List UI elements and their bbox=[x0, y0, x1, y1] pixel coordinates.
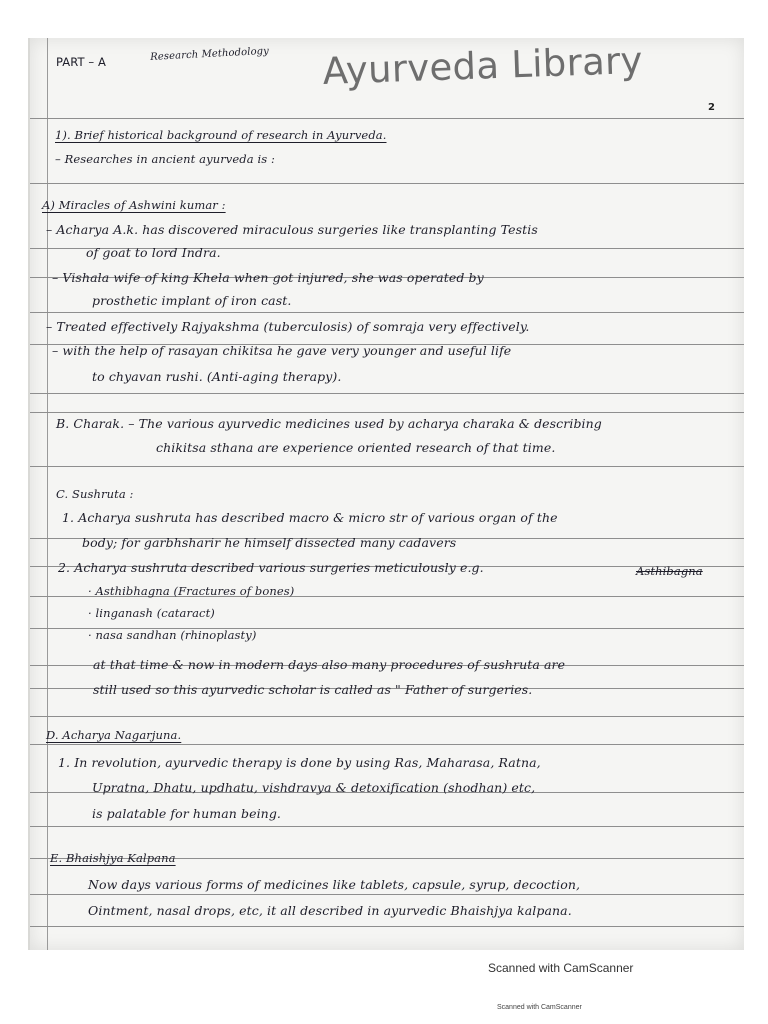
section-a-line: – with the help of rasayan chikitsa he gave very younger and useful life bbox=[52, 343, 512, 358]
ruled-line bbox=[30, 744, 744, 745]
section-b-line: chikitsa sthana are experience oriented research of that time. bbox=[156, 440, 556, 455]
ruled-line bbox=[30, 393, 744, 394]
struck-word: Asthibagna bbox=[636, 564, 703, 578]
section-a-line: to chyavan rushi. (Anti-aging therapy). bbox=[92, 369, 342, 384]
section-a-line: – Treated effectively Rajyakshma (tuberculosis) of somraja very effectively. bbox=[46, 319, 530, 334]
section-d-line: Upratna, Dhatu, updhatu, vishdravya & detoxification (shodhan) etc, bbox=[92, 780, 536, 795]
section-a-line: – Acharya A.k. has discovered miraculous surgeries like transplanting Testis bbox=[46, 222, 538, 237]
ruled-line bbox=[30, 183, 744, 184]
ruled-line bbox=[30, 926, 744, 927]
section-d-heading: D. Acharya Nagarjuna. bbox=[46, 728, 182, 742]
page-number: 2 bbox=[708, 102, 715, 113]
section-c-bullet: · nasa sandhan (rhinoplasty) bbox=[88, 628, 257, 642]
section-e-line: Now days various forms of medicines like tablets, capsule, syrup, decoction, bbox=[88, 877, 581, 892]
section-a-line: – Vishala wife of king Khela when got injured, she was operated by bbox=[52, 270, 484, 285]
watermark-ayurveda-library: Ayurveda Library bbox=[322, 38, 644, 93]
section-c-bullet: · linganash (cataract) bbox=[88, 606, 215, 620]
section-c-heading: C. Sushruta : bbox=[56, 487, 134, 501]
section-c-line: 1. Acharya sushruta has described macro & micro str of various organ of the bbox=[62, 510, 558, 525]
section-c-bullet: · Asthibhagna (Fractures of bones) bbox=[88, 584, 295, 598]
ruled-line bbox=[30, 118, 744, 119]
section-a-heading: A) Miracles of Ashwini kumar : bbox=[42, 198, 226, 212]
ruled-line bbox=[30, 894, 744, 895]
subject-heading: Research Methodology bbox=[150, 45, 270, 63]
ruled-line bbox=[30, 466, 744, 467]
question-heading: 1). Brief historical background of research in Ayurveda. bbox=[55, 128, 387, 142]
ruled-line bbox=[30, 826, 744, 827]
section-d-line: is palatable for human being. bbox=[92, 806, 281, 821]
section-b-line: B. Charak. – The various ayurvedic medicines used by acharya charaka & describing bbox=[56, 416, 602, 431]
section-c-line: still used so this ayurvedic scholar is called as " Father of surgeries. bbox=[93, 682, 533, 697]
ruled-line bbox=[30, 716, 744, 717]
intro-line: – Researches in ancient ayurveda is : bbox=[55, 152, 275, 166]
part-label: PART – A bbox=[56, 55, 106, 69]
ruled-line bbox=[30, 412, 744, 413]
margin-line bbox=[47, 38, 48, 950]
section-e-heading: E. Bhaishjya Kalpana bbox=[50, 851, 176, 865]
section-c-line: at that time & now in modern days also many procedures of sushruta are bbox=[93, 657, 566, 672]
section-c-line: 2. Acharya sushruta described various surgeries meticulously e.g. bbox=[58, 560, 484, 575]
scanner-credit-large: Scanned with CamScanner bbox=[488, 961, 634, 975]
section-d-line: 1. In revolution, ayurvedic therapy is done by using Ras, Maharasa, Ratna, bbox=[58, 755, 541, 770]
scanner-credit-small: Scanned with CamScanner bbox=[497, 1004, 582, 1011]
section-e-line: Ointment, nasal drops, etc, it all described in ayurvedic Bhaishjya kalpana. bbox=[88, 903, 572, 918]
ruled-line bbox=[30, 312, 744, 313]
section-c-line: body; for garbhsharir he himself dissected many cadavers bbox=[82, 535, 457, 550]
section-a-line: prosthetic implant of iron cast. bbox=[92, 293, 292, 308]
section-a-line: of goat to lord Indra. bbox=[86, 245, 221, 260]
